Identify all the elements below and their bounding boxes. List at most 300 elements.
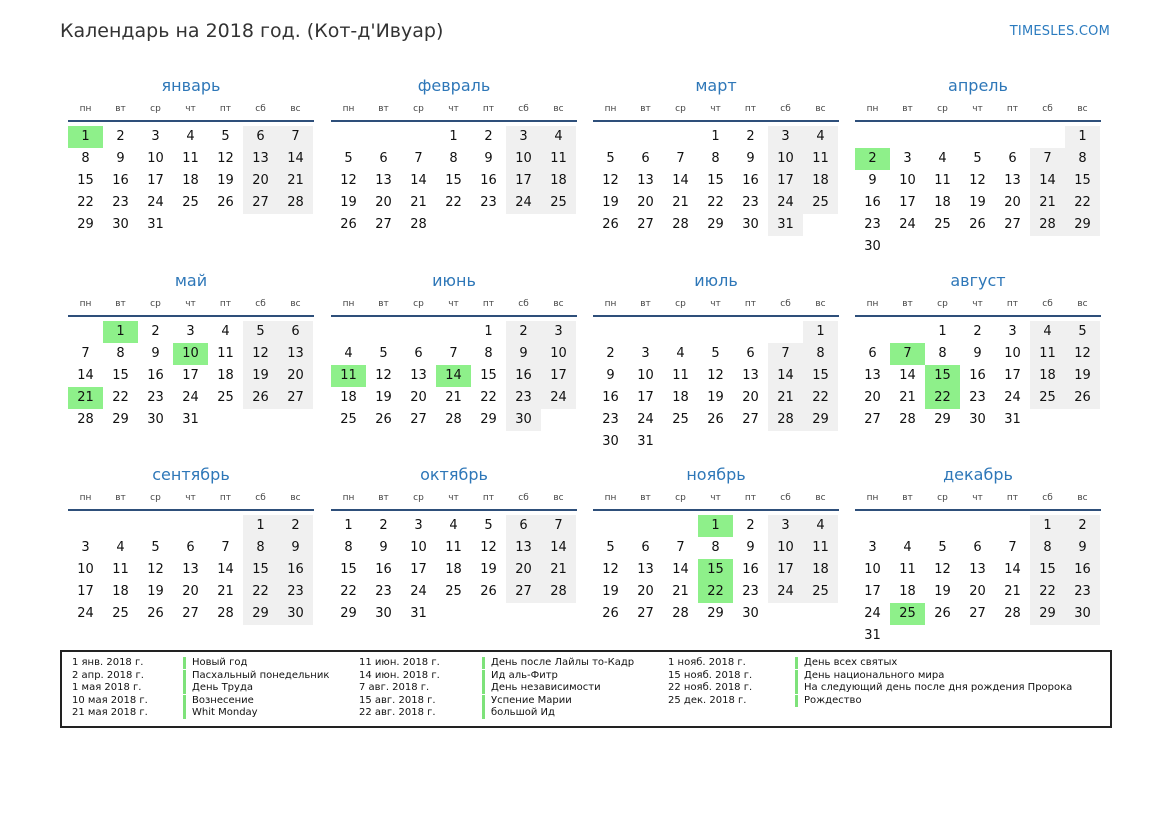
holiday-day-cell: 1: [68, 126, 103, 148]
day-cell: 22: [340, 584, 357, 599]
day-cell: 1: [449, 129, 458, 144]
weekday-label: пн: [866, 299, 879, 309]
day-cell: 27: [506, 581, 541, 603]
weekday-label: вт: [378, 299, 389, 309]
weekday-label: пн: [79, 104, 92, 114]
legend-date: 15 авг. 2018 г.: [359, 694, 436, 706]
day-cell: 13: [375, 173, 392, 188]
weekday-label: вс: [290, 299, 301, 309]
weekday-label: пт: [744, 104, 757, 114]
day-cell: 14: [768, 365, 803, 387]
weekday-label: пт: [1006, 493, 1019, 503]
day-cell: 20: [969, 584, 986, 599]
day-cell: 17: [506, 170, 541, 192]
day-cell: 3: [768, 126, 803, 148]
day-cell: 12: [602, 562, 619, 577]
day-cell: 11: [1030, 343, 1065, 365]
weekday-label: чт: [448, 493, 459, 503]
weekday-label: пн: [866, 104, 879, 114]
day-cell: 4: [676, 346, 685, 361]
day-cell: 19: [969, 195, 986, 210]
day-cell: 22: [707, 195, 724, 210]
day-cell: 21: [672, 584, 689, 599]
day-cell: 12: [340, 173, 357, 188]
weekday-label: вт: [115, 299, 126, 309]
holiday-day-cell: 1: [103, 321, 138, 343]
weekday-header: [593, 493, 839, 509]
day-cell: 19: [602, 195, 619, 210]
day-cell: 15: [1065, 170, 1100, 192]
day-cell: 8: [484, 346, 493, 361]
weekday-label: пт: [744, 493, 757, 503]
weekday-label: вс: [290, 104, 301, 114]
legend-date: 2 апр. 2018 г.: [72, 669, 144, 681]
day-cell: 2: [379, 518, 388, 533]
day-cell: 6: [641, 540, 650, 555]
day-cell: 13: [410, 368, 427, 383]
day-cell: 4: [221, 324, 230, 339]
brand-logo[interactable]: TIMESLES.COM: [1009, 24, 1110, 39]
day-cell: 23: [375, 584, 392, 599]
weekday-label: ср: [675, 299, 686, 309]
day-cell: 25: [934, 217, 951, 232]
day-cell: 16: [742, 173, 759, 188]
weekday-label: вт: [640, 299, 651, 309]
month-name: декабрь: [943, 465, 1013, 484]
day-cell: 15: [707, 173, 724, 188]
weekday-label: ср: [937, 104, 948, 114]
day-cell: 17: [77, 584, 94, 599]
day-cell: 19: [1065, 365, 1100, 387]
day-cell: 13: [182, 562, 199, 577]
month-name: сентябрь: [152, 465, 230, 484]
day-cell: 17: [768, 170, 803, 192]
month-name: ноябрь: [686, 465, 746, 484]
day-cell: 31: [410, 606, 427, 621]
day-cell: 31: [637, 434, 654, 449]
day-cell: 25: [803, 581, 838, 603]
holiday-day-cell: 22: [925, 387, 960, 409]
legend-holiday-name: День всех святых: [795, 657, 897, 669]
day-cell: 4: [541, 126, 576, 148]
day-cell: 2: [116, 129, 125, 144]
day-cell: 10: [147, 151, 164, 166]
weekday-label: вт: [115, 104, 126, 114]
weekday-label: пт: [219, 299, 232, 309]
weekday-label: пт: [482, 299, 495, 309]
weekday-label: сб: [780, 104, 791, 114]
weekday-label: ср: [413, 104, 424, 114]
day-cell: 6: [868, 346, 877, 361]
legend-date: 21 мая 2018 г.: [72, 707, 148, 719]
day-cell: 7: [81, 346, 90, 361]
day-cell: 30: [506, 409, 541, 431]
weekday-label: чт: [710, 104, 721, 114]
weekday-label: сб: [518, 493, 529, 503]
day-cell: 8: [711, 540, 720, 555]
day-cell: 4: [803, 515, 838, 537]
weekday-label: пн: [342, 299, 355, 309]
day-cell: 19: [340, 195, 357, 210]
day-cell: 12: [147, 562, 164, 577]
day-cell: 13: [742, 368, 759, 383]
day-cell: 17: [410, 562, 427, 577]
weekday-label: чт: [972, 299, 983, 309]
day-cell: 21: [768, 387, 803, 409]
month-divider: [331, 120, 577, 122]
day-cell: 7: [278, 126, 313, 148]
day-cell: 5: [1065, 321, 1100, 343]
weekday-label: пн: [79, 493, 92, 503]
day-cell: 23: [480, 195, 497, 210]
legend-holiday-name: большой Ид: [482, 707, 555, 719]
day-cell: 10: [410, 540, 427, 555]
day-cell: 26: [1065, 387, 1100, 409]
day-cell: 31: [182, 412, 199, 427]
day-cell: 13: [243, 148, 278, 170]
day-cell: 27: [864, 412, 881, 427]
day-cell: 13: [278, 343, 313, 365]
holiday-day-cell: 2: [855, 148, 890, 170]
day-cell: 11: [899, 562, 916, 577]
day-cell: 14: [899, 368, 916, 383]
month-divider: [331, 315, 577, 317]
day-cell: 4: [938, 151, 947, 166]
weekday-label: сб: [780, 299, 791, 309]
weekday-label: ср: [150, 104, 161, 114]
day-cell: 11: [803, 537, 838, 559]
day-cell: 15: [1030, 559, 1065, 581]
legend-holiday-name: На следующий день после дня рождения Пророка: [795, 682, 1072, 694]
day-cell: 21: [410, 195, 427, 210]
day-cell: 8: [116, 346, 125, 361]
weekday-label: вс: [553, 493, 564, 503]
legend-holiday-name: Ид аль-Фитр: [482, 670, 558, 682]
day-cell: 27: [637, 217, 654, 232]
day-cell: 17: [147, 173, 164, 188]
day-cell: 31: [1004, 412, 1021, 427]
day-cell: 13: [864, 368, 881, 383]
weekday-label: вт: [902, 299, 913, 309]
legend-holiday-name: День национального мира: [795, 670, 944, 682]
weekday-label: пн: [342, 104, 355, 114]
day-cell: 6: [186, 540, 195, 555]
day-cell: 28: [410, 217, 427, 232]
legend-holiday-name: Whit Monday: [183, 707, 258, 719]
day-cell: 29: [480, 412, 497, 427]
day-cell: 29: [707, 606, 724, 621]
day-cell: 13: [1004, 173, 1021, 188]
day-cell: 6: [506, 515, 541, 537]
day-cell: 28: [541, 581, 576, 603]
holiday-day-cell: 22: [698, 581, 733, 603]
day-cell: 20: [278, 365, 313, 387]
day-cell: 10: [541, 343, 576, 365]
day-cell: 6: [641, 151, 650, 166]
day-cell: 15: [77, 173, 94, 188]
weekday-label: пн: [604, 493, 617, 503]
day-cell: 26: [340, 217, 357, 232]
day-cell: 5: [484, 518, 493, 533]
weekday-label: вт: [115, 493, 126, 503]
day-cell: 13: [637, 173, 654, 188]
day-cell: 8: [344, 540, 353, 555]
holiday-day-cell: 15: [698, 559, 733, 581]
day-cell: 3: [186, 324, 195, 339]
day-cell: 19: [934, 584, 951, 599]
day-cell: 2: [1065, 515, 1100, 537]
day-cell: 7: [221, 540, 230, 555]
day-cell: 15: [340, 562, 357, 577]
day-cell: 24: [77, 606, 94, 621]
weekday-label: ср: [937, 299, 948, 309]
day-cell: 10: [899, 173, 916, 188]
day-cell: 28: [1004, 606, 1021, 621]
weekday-label: чт: [972, 493, 983, 503]
day-cell: 28: [278, 192, 313, 214]
weekday-header: [68, 104, 314, 120]
day-cell: 7: [541, 515, 576, 537]
legend-date: 22 нояб. 2018 г.: [668, 682, 753, 694]
day-cell: 25: [1030, 387, 1065, 409]
day-cell: 3: [541, 321, 576, 343]
holiday-day-cell: 7: [890, 343, 925, 365]
day-cell: 3: [1008, 324, 1017, 339]
month-name: июнь: [432, 271, 476, 290]
day-cell: 14: [672, 562, 689, 577]
weekday-label: чт: [185, 493, 196, 503]
day-cell: 10: [864, 562, 881, 577]
weekday-label: ср: [150, 493, 161, 503]
day-cell: 30: [147, 412, 164, 427]
day-cell: 11: [934, 173, 951, 188]
day-cell: 6: [414, 346, 423, 361]
day-cell: 14: [217, 562, 234, 577]
day-cell: 8: [1030, 537, 1065, 559]
day-cell: 17: [1004, 368, 1021, 383]
day-cell: 31: [768, 214, 803, 236]
month-divider: [68, 315, 314, 317]
day-cell: 27: [637, 606, 654, 621]
day-cell: 28: [672, 606, 689, 621]
weekday-header: [68, 299, 314, 315]
holiday-day-cell: 25: [890, 603, 925, 625]
day-cell: 1: [803, 321, 838, 343]
day-cell: 8: [1065, 148, 1100, 170]
day-cell: 25: [340, 412, 357, 427]
day-cell: 18: [1030, 365, 1065, 387]
day-cell: 12: [217, 151, 234, 166]
day-cell: 23: [147, 390, 164, 405]
weekday-label: вт: [902, 104, 913, 114]
month-divider: [593, 315, 839, 317]
day-cell: 23: [1065, 581, 1100, 603]
weekday-label: ср: [413, 299, 424, 309]
day-cell: 9: [746, 540, 755, 555]
day-cell: 18: [803, 170, 838, 192]
day-cell: 30: [742, 606, 759, 621]
day-cell: 20: [637, 195, 654, 210]
legend-date: 1 нояб. 2018 г.: [668, 657, 746, 668]
day-cell: 6: [973, 540, 982, 555]
weekday-label: вс: [1077, 493, 1088, 503]
day-cell: 20: [410, 390, 427, 405]
day-cell: 4: [344, 346, 353, 361]
day-cell: 29: [243, 603, 278, 625]
weekday-label: чт: [448, 299, 459, 309]
day-cell: 8: [243, 537, 278, 559]
weekday-label: пн: [604, 299, 617, 309]
weekday-label: ср: [937, 493, 948, 503]
day-cell: 20: [243, 170, 278, 192]
day-cell: 4: [1030, 321, 1065, 343]
day-cell: 28: [217, 606, 234, 621]
day-cell: 13: [969, 562, 986, 577]
day-cell: 29: [707, 217, 724, 232]
month-divider: [593, 509, 839, 511]
day-cell: 15: [445, 173, 462, 188]
day-cell: 21: [278, 170, 313, 192]
day-cell: 9: [746, 151, 755, 166]
day-cell: 19: [707, 390, 724, 405]
day-cell: 28: [445, 412, 462, 427]
day-cell: 29: [1065, 214, 1100, 236]
day-cell: 27: [742, 412, 759, 427]
weekday-label: чт: [185, 299, 196, 309]
day-cell: 3: [768, 515, 803, 537]
month-divider: [68, 509, 314, 511]
day-cell: 23: [864, 217, 881, 232]
weekday-label: вс: [553, 299, 564, 309]
weekday-header: [331, 493, 577, 509]
day-cell: 18: [541, 170, 576, 192]
weekday-label: вс: [553, 104, 564, 114]
day-cell: 1: [484, 324, 493, 339]
holiday-day-cell: 10: [173, 343, 208, 365]
day-cell: 17: [541, 365, 576, 387]
weekday-label: вт: [378, 104, 389, 114]
day-cell: 20: [742, 390, 759, 405]
legend-date: 25 дек. 2018 г.: [668, 694, 747, 706]
day-cell: 6: [746, 346, 755, 361]
day-cell: 3: [81, 540, 90, 555]
day-cell: 11: [112, 562, 129, 577]
legend-date: 7 авг. 2018 г.: [359, 682, 430, 694]
day-cell: 24: [768, 581, 803, 603]
day-cell: 9: [1065, 537, 1100, 559]
day-cell: 3: [868, 540, 877, 555]
day-cell: 1: [243, 515, 278, 537]
day-cell: 23: [278, 581, 313, 603]
day-cell: 12: [969, 173, 986, 188]
day-cell: 15: [803, 365, 838, 387]
day-cell: 16: [480, 173, 497, 188]
weekday-label: пт: [482, 104, 495, 114]
day-cell: 31: [147, 217, 164, 232]
month-divider: [331, 509, 577, 511]
weekday-label: сб: [518, 104, 529, 114]
day-cell: 21: [899, 390, 916, 405]
day-cell: 24: [768, 192, 803, 214]
day-cell: 8: [449, 151, 458, 166]
day-cell: 18: [899, 584, 916, 599]
day-cell: 21: [445, 390, 462, 405]
legend-holiday-name: Успение Марии: [482, 695, 572, 707]
day-cell: 4: [449, 518, 458, 533]
weekday-label: чт: [710, 493, 721, 503]
day-cell: 19: [375, 390, 392, 405]
day-cell: 30: [602, 434, 619, 449]
day-cell: 10: [1004, 346, 1021, 361]
month-name: июль: [694, 271, 738, 290]
day-cell: 26: [934, 606, 951, 621]
day-cell: 11: [541, 148, 576, 170]
day-cell: 28: [768, 409, 803, 431]
day-cell: 24: [410, 584, 427, 599]
day-cell: 5: [711, 346, 720, 361]
day-cell: 26: [602, 606, 619, 621]
day-cell: 7: [414, 151, 423, 166]
day-cell: 20: [375, 195, 392, 210]
day-cell: 9: [116, 151, 125, 166]
day-cell: 15: [480, 368, 497, 383]
day-cell: 20: [1004, 195, 1021, 210]
day-cell: 14: [672, 173, 689, 188]
day-cell: 14: [410, 173, 427, 188]
day-cell: 14: [541, 537, 576, 559]
day-cell: 30: [1065, 603, 1100, 625]
weekday-label: пт: [1006, 299, 1019, 309]
day-cell: 16: [1065, 559, 1100, 581]
day-cell: 7: [768, 343, 803, 365]
day-cell: 12: [1065, 343, 1100, 365]
day-cell: 26: [480, 584, 497, 599]
day-cell: 25: [445, 584, 462, 599]
day-cell: 28: [1030, 214, 1065, 236]
day-cell: 4: [186, 129, 195, 144]
day-cell: 5: [938, 540, 947, 555]
day-cell: 1: [938, 324, 947, 339]
day-cell: 2: [151, 324, 160, 339]
legend-date: 11 июн. 2018 г.: [359, 657, 440, 668]
month-divider: [855, 509, 1101, 511]
day-cell: 12: [602, 173, 619, 188]
weekday-label: вс: [1077, 104, 1088, 114]
day-cell: 23: [112, 195, 129, 210]
day-cell: 7: [1008, 540, 1017, 555]
day-cell: 21: [541, 559, 576, 581]
weekday-label: вс: [815, 104, 826, 114]
day-cell: 29: [934, 412, 951, 427]
day-cell: 22: [1030, 581, 1065, 603]
day-cell: 29: [112, 412, 129, 427]
weekday-label: пт: [1006, 104, 1019, 114]
day-cell: 2: [278, 515, 313, 537]
day-cell: 18: [340, 390, 357, 405]
day-cell: 1: [1030, 515, 1065, 537]
day-cell: 30: [969, 412, 986, 427]
legend-holiday-name: День независимости: [482, 682, 601, 694]
day-cell: 26: [243, 387, 278, 409]
weekday-label: пт: [744, 299, 757, 309]
day-cell: 20: [182, 584, 199, 599]
day-cell: 18: [112, 584, 129, 599]
day-cell: 26: [147, 606, 164, 621]
day-cell: 1: [1065, 126, 1100, 148]
day-cell: 6: [243, 126, 278, 148]
day-cell: 16: [969, 368, 986, 383]
day-cell: 17: [899, 195, 916, 210]
